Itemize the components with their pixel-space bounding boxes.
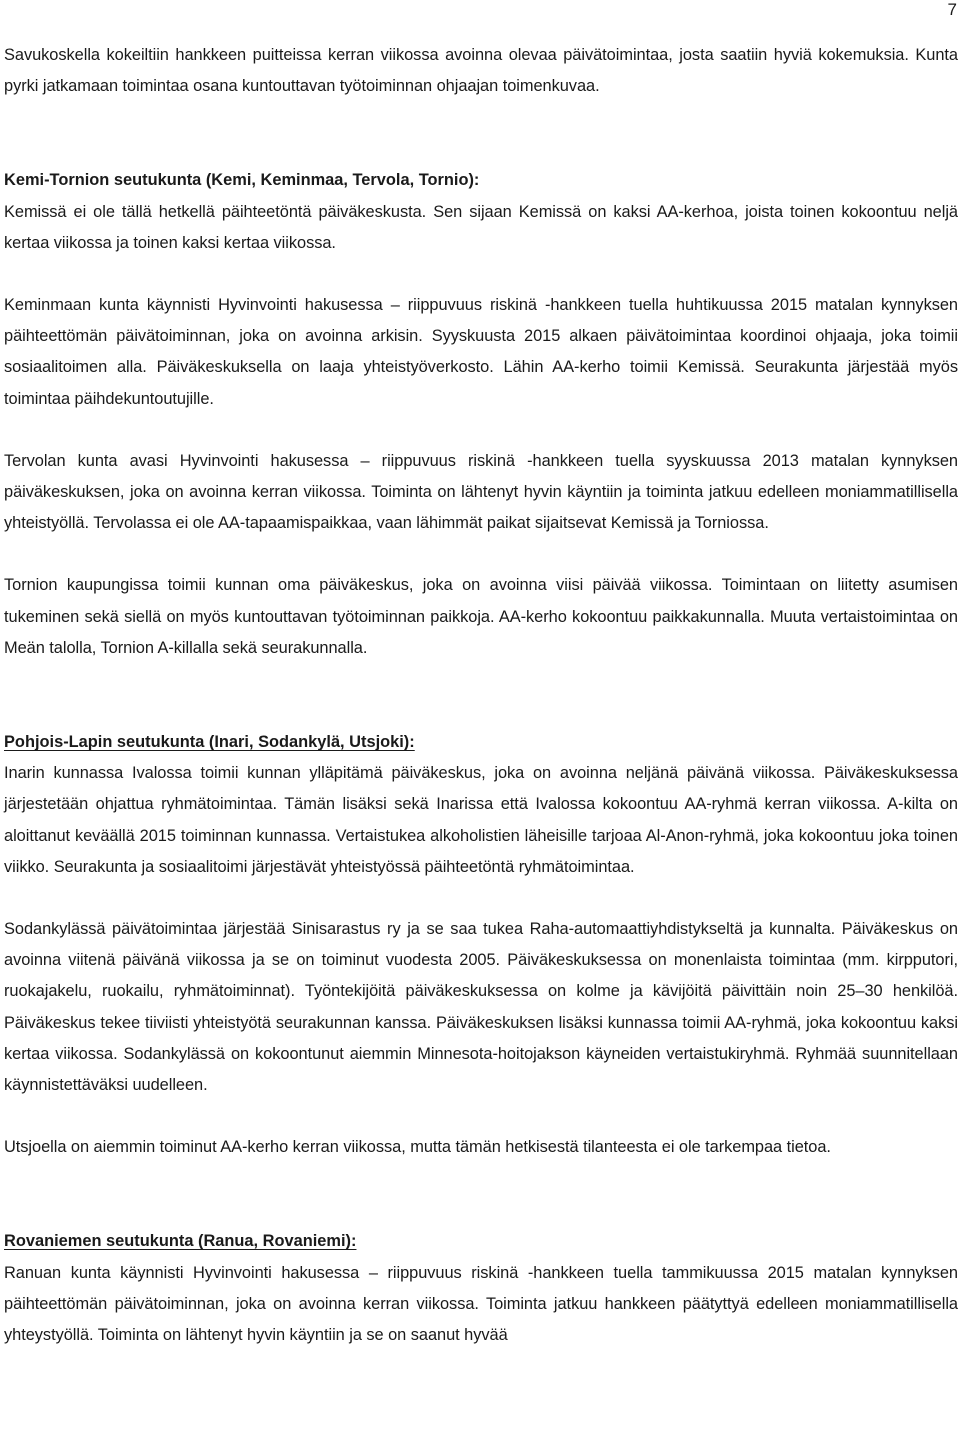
section-rovaniemi: [4, 1226, 958, 1351]
section-heading: Kemi-Tornion seutukunta (Kemi, Keminmaa, Tervola, Tornio):: [4, 171, 480, 190]
intro-paragraph: Savukoskella kokeiltiin hankkeen puitteissa kerran viikossa avoinna olevaa päivätoimintaa, josta saatiin hyviä kokemuksia. Kunta pyrki jatkamaan toimintaa osana kuntouttavan työtoiminnan ohjaajan toimenkuvaa.: [4, 46, 958, 96]
paragraph-tervola: Tervolan kunta avasi Hyvinvointi hakusessa – riippuvuus riskinä -hankkeen tuella syyskuussa 2013 matalan kynnyksen päiväkeskuksen, joka on avoinna kerran viikossa. Toiminta on lähtenyt hyvin käyntiin ja toiminta jatkuu edelleen moniammatillisella yhteistyöllä. Tervolassa ei ole AA-tapaamispaikkaa, vaan lähimmät paikat sijaitsevat Kemissä ja Torniossa.: [4, 451, 958, 533]
paragraph-sodankyla: Sodankylässä päivätoimintaa järjestää Sinisarastus ry ja se saa tukea Raha-automaattiyhdistykseltä ja kunnalta. Päiväkeskus on avoinna viitenä päivänä viikossa ja se on toiminut vuodesta 2005. Päiväkeskuksessa on monenlaista toimintaa (mm. kirpputori, ruokajakelu, ruokailu, ryhmätoiminnat). Työntekijöitä päiväkeskuksessa on kolme ja kävijöitä päivittäin noin 25–30 henkilöä. Päiväkeskus tekee tiiviisti yhteistyötä seurakunnan kanssa. Päiväkeskuksen lisäksi kunnassa toimii AA-ryhmä, joka kokoontuu kaksi kertaa viikossa. Sodankylässä on kokoontunut aiemmin Minnesota-hoitojakson käyneiden vertaistukiryhmä. Ryhmää suunnitellaan käynnistettäväksi uudelleen.: [4, 920, 958, 1095]
section-heading: Pohjois-Lapin seutukunta (Inari, Sodankylä, Utsjoki):: [4, 733, 415, 752]
section-heading: Rovaniemen seutukunta (Ranua, Rovaniemi):: [4, 1232, 357, 1251]
paragraph-kemi: Kemissä ei ole tällä hetkellä päihteetöntä päiväkeskusta. Sen sijaan Kemissä on kaksi AA-kerhoa, joista toinen kokoontuu neljä kertaa viikossa ja toinen kaksi kertaa viikossa.: [4, 202, 958, 252]
document-body: [4, 40, 958, 1351]
paragraph-inari: Inarin kunnassa Ivalossa toimii kunnan ylläpitämä päiväkeskus, joka on avoinna neljänä päivänä viikossa. Päiväkeskuksessa järjestetään ohjattua ryhmätoimintaa. Tämän lisäksi sekä Inarissa että Ivalossa kokoontuu AA-ryhmä kerran viikossa. A-kilta on aloittanut keväällä 2015 toiminnan kunnassa. Vertaistukea alkoholistien läheisille tarjoaa Al-Anon-ryhmä, joka kokoontuu joka toinen viikko. Seurakunta ja sosiaalitoimi järjestävät yhteistyössä päihteetöntä ryhmätoimintaa.: [4, 764, 958, 876]
paragraph-tornio: Tornion kaupungissa toimii kunnan oma päiväkeskus, joka on avoinna viisi päivää viikossa. Toimintaan on liitetty asumisen tukeminen sekä siellä on myös kuntouttavan työtoiminnan paikkoja. AA-kerho kokoontuu paikkakunnalla. Muuta vertaistoimintaa on Meän talolla, Tornion A-killalla sekä seurakunnalla.: [4, 576, 958, 657]
paragraph-utsjoki: Utsjoella on aiemmin toiminut AA-kerho kerran viikossa, mutta tämän hetkisestä tilanteesta ei ole tarkempaa tietoa.: [4, 1138, 831, 1157]
paragraph-keminmaa: Keminmaan kunta käynnisti Hyvinvointi hakusessa – riippuvuus riskinä -hankkeen tuella huhtikuussa 2015 matalan kynnyksen päihteettömän päivätoiminnan, joka on avoinna arkisin. Syyskuusta 2015 alkaen päivätoimintaa koordinoi ohjaaja, joka toimii sosiaalitoimen alla. Päiväkeskuksella on laaja yhteistyöverkosto. Lähin AA-kerho toimii Kemissä. Seurakunta järjestää myös toimintaa päihdekuntoutujille.: [4, 296, 958, 408]
section-kemi-tornio: [4, 165, 958, 664]
page-number: 7: [947, 0, 957, 19]
section-pohjois-lappi: [4, 727, 958, 1163]
paragraph-ranua: Ranuan kunta käynnisti Hyvinvointi hakusessa – riippuvuus riskinä -hankkeen tuella tammikuussa 2015 matalan kynnyksen päihteettömän päivätoiminnan, joka on avoinna kerran viikossa. Toiminta jatkuu hankkeen päätyttyä edelleen moniammatillisella yhteystyöllä. Toiminta on lähtenyt hyvin käyntiin ja se on saanut hyvää: [4, 1263, 958, 1345]
